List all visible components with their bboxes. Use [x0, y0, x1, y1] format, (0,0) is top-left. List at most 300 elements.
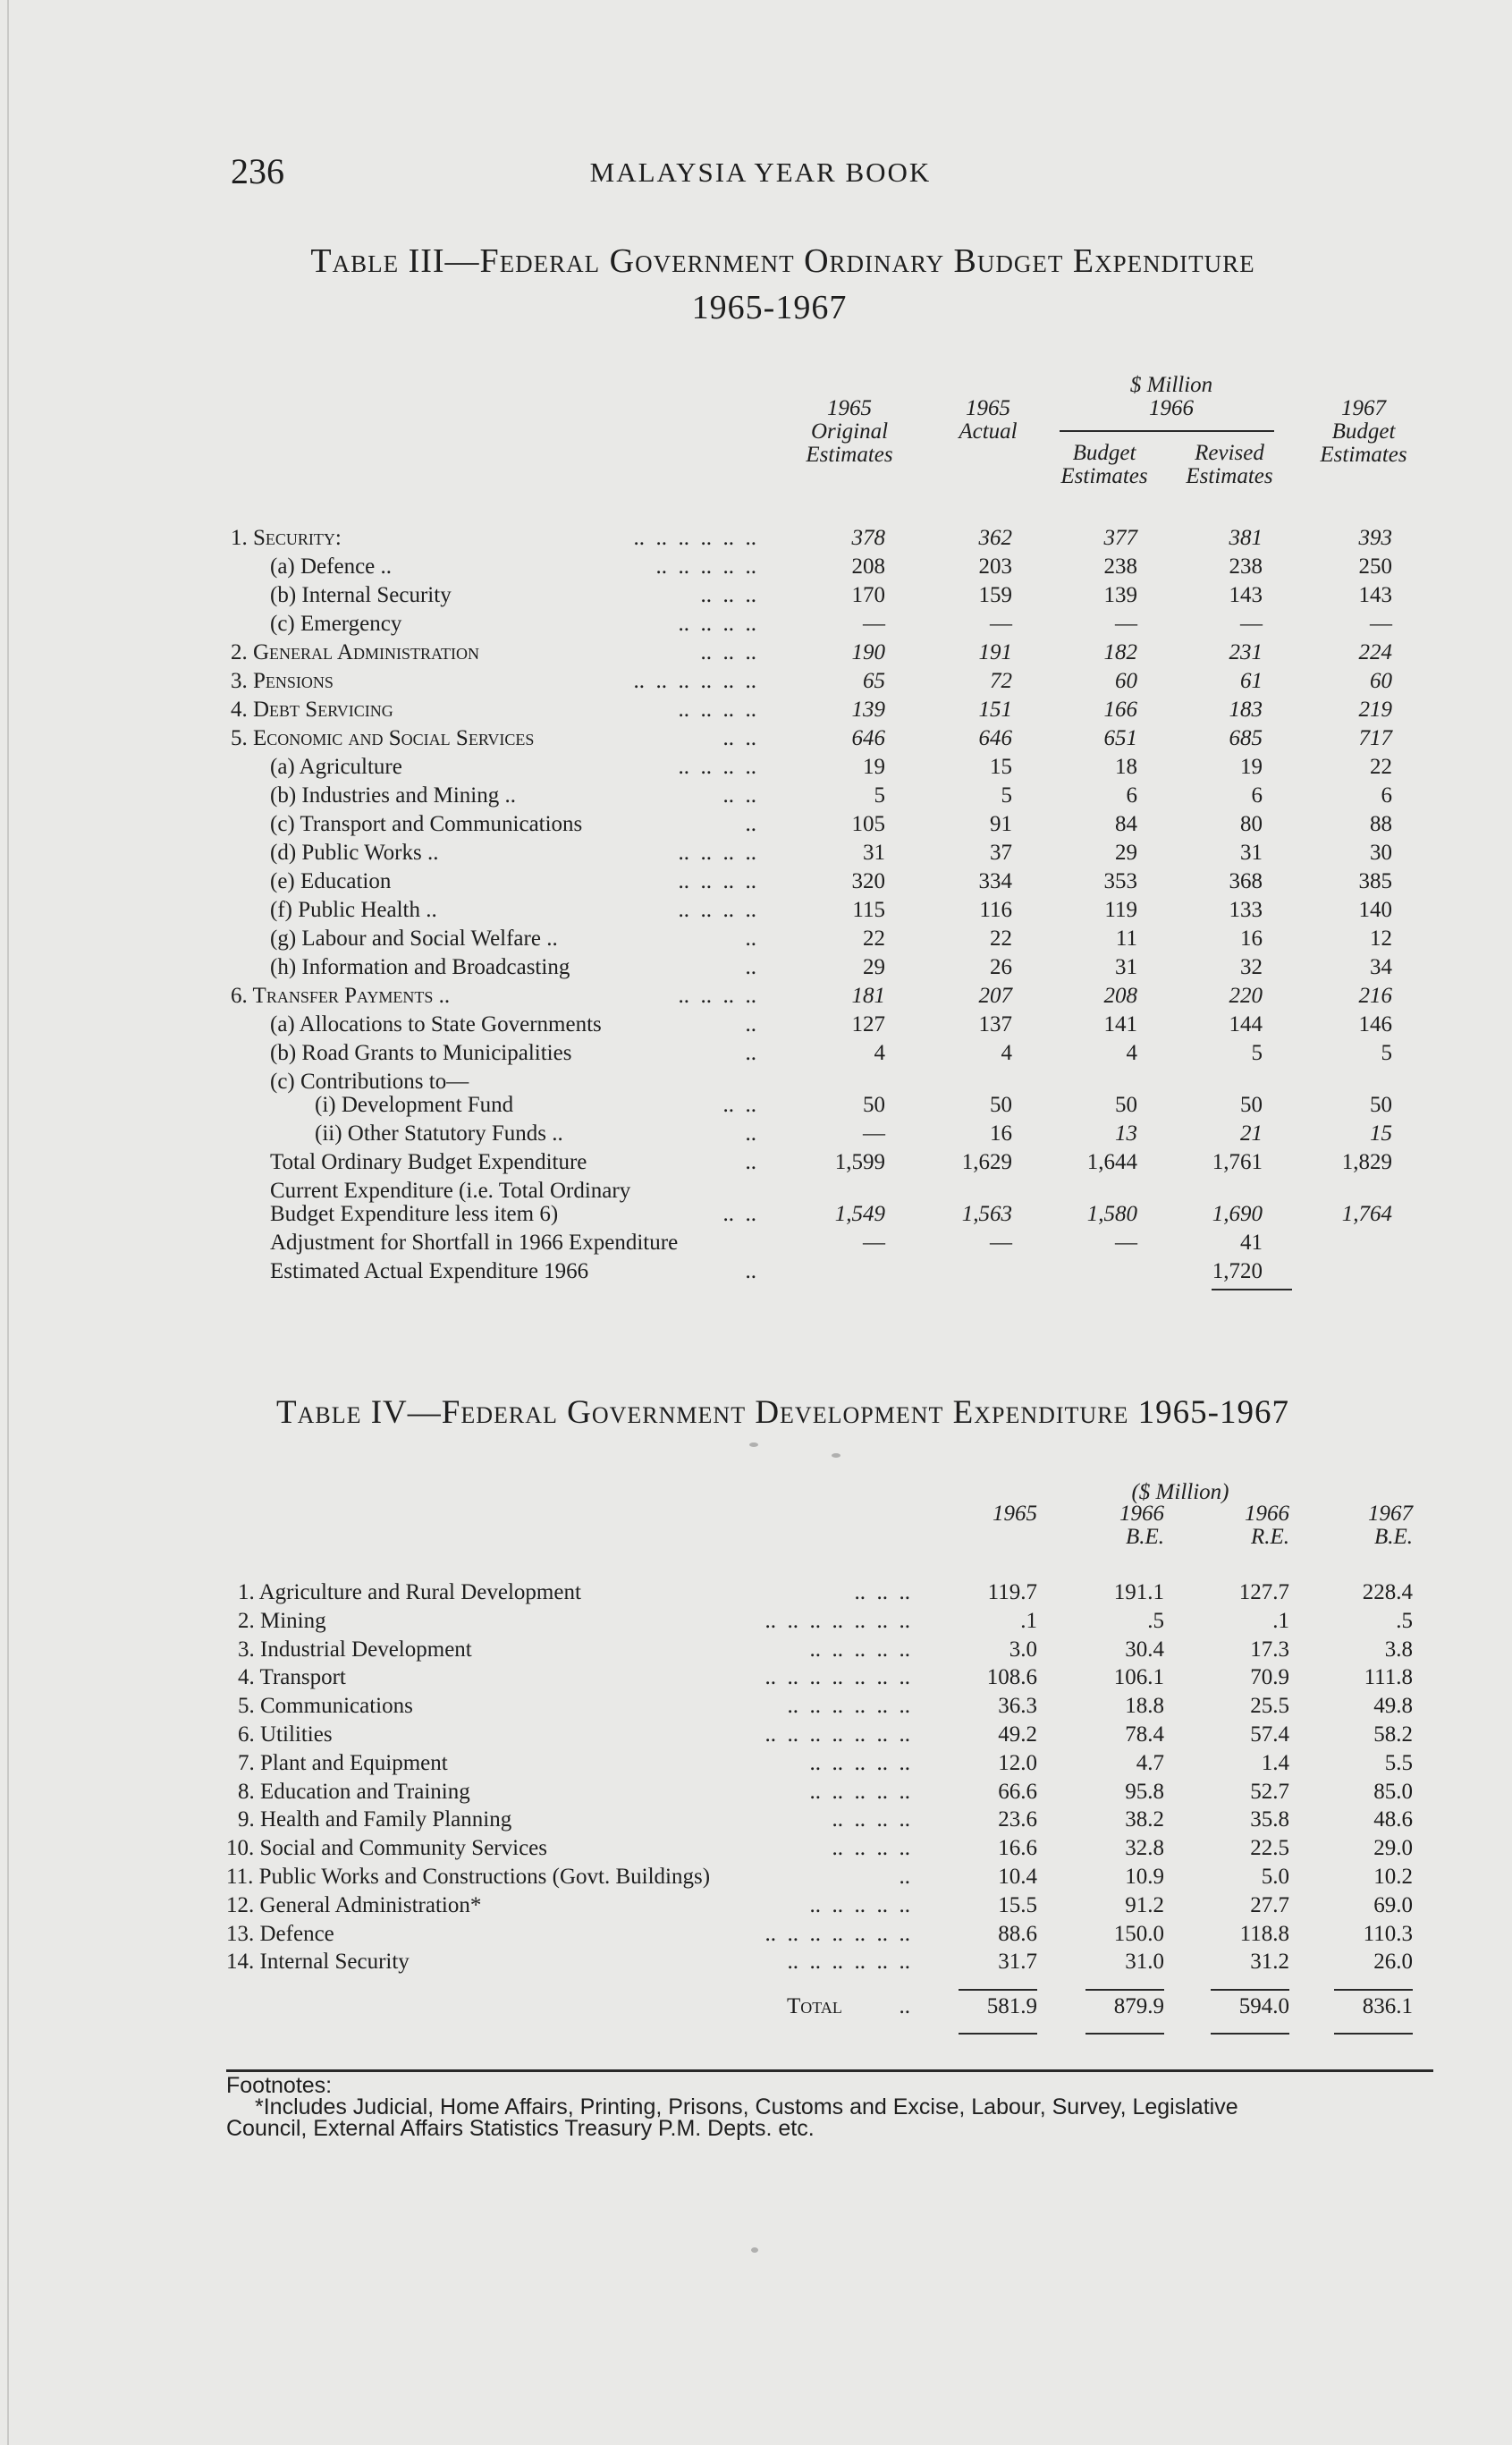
total-rule-top	[1085, 1989, 1164, 1991]
page-number: 236	[231, 151, 284, 191]
cell-value: 115	[852, 898, 885, 922]
cell-value: 10.2	[1373, 1865, 1413, 1889]
cell-value: 50	[1240, 1093, 1263, 1117]
cell-value: 203	[978, 554, 1012, 579]
total-rule-top	[959, 1989, 1037, 1991]
cell-value: 685	[1229, 726, 1263, 750]
leader-dots: .. .. .. ..	[678, 698, 756, 722]
cell-value: —	[863, 1121, 885, 1146]
cell-value: 13	[1115, 1121, 1137, 1146]
leader-dots: .. .. .. ..	[678, 612, 756, 636]
cell-value: 66.6	[998, 1780, 1037, 1804]
cell-value: 182	[1103, 640, 1137, 664]
footnotes-heading: Footnotes:	[226, 2073, 333, 2098]
col-head-line: 1966	[1119, 1502, 1164, 1526]
col-1965-actual	[930, 397, 1046, 444]
row-label: 9. Health and Family Planning	[238, 1807, 512, 1832]
cell-value: 31	[863, 841, 885, 865]
cell-value: 32	[1240, 955, 1263, 979]
cell-value: 41	[1240, 1231, 1263, 1255]
cell-value: 5	[874, 783, 885, 808]
cell-value: .5	[1147, 1609, 1164, 1633]
leader-dots: .. ..	[722, 726, 756, 750]
cell-value: 12	[1370, 926, 1392, 951]
row-label: (a) Allocations to State Governments	[270, 1012, 602, 1036]
cell-value: 144	[1229, 1012, 1263, 1036]
row-label: (b) Industries and Mining ..	[270, 783, 516, 808]
cell-value: 72	[990, 669, 1012, 693]
cell-value: 31	[1115, 955, 1137, 979]
cell-value: 137	[978, 1012, 1012, 1036]
cell-value: 353	[1103, 869, 1137, 893]
col-1967-budget	[1301, 397, 1426, 467]
cell-value: 1,549	[834, 1202, 885, 1226]
print-smudge	[751, 2247, 758, 2253]
column-header	[1200, 1502, 1289, 1549]
cell-value: 57.4	[1250, 1722, 1289, 1747]
cell-value: 378	[851, 526, 885, 550]
running-head: MALAYSIA YEAR BOOK	[589, 157, 932, 188]
table3-group-year: 1966	[1149, 396, 1194, 420]
cell-value: 4	[874, 1041, 885, 1065]
cell-value: —	[1240, 612, 1263, 636]
cell-value: 5.5	[1384, 1751, 1413, 1775]
cell-value: 1,720	[1212, 1259, 1263, 1283]
leader-dots: .. .. .. .. .. ..	[633, 526, 756, 550]
total-value: 594.0	[1238, 1994, 1289, 2018]
row-label: 7. Plant and Equipment	[238, 1751, 448, 1775]
row-label: 14. Internal Security	[226, 1950, 410, 1974]
leader-dots: .. .. .. .. .. .. ..	[764, 1609, 910, 1633]
cell-value: 6	[1126, 783, 1137, 808]
cell-value: 91.2	[1125, 1893, 1164, 1917]
col-head-line: 1965	[993, 1502, 1037, 1526]
table4-unit: ($ Million)	[1131, 1480, 1229, 1504]
leader-dots: .. .. .. ..	[832, 1836, 910, 1860]
cell-value: 30	[1370, 841, 1392, 865]
leader-dots: ..	[745, 955, 756, 979]
cell-value: 208	[851, 554, 885, 579]
cell-value: .1	[1272, 1609, 1289, 1633]
cell-value: 208	[1103, 984, 1137, 1008]
total-rule-bottom	[959, 2033, 1037, 2035]
total-rule-bottom	[1211, 2033, 1289, 2035]
cell-value: 15	[990, 755, 1012, 779]
cell-value: 26.0	[1373, 1950, 1413, 1974]
table3-unit: $ Million	[1129, 373, 1213, 397]
row-label: 3. Pensions	[231, 669, 334, 693]
cell-value: 22	[990, 926, 1012, 951]
row-label: (c) Emergency	[270, 612, 402, 636]
cell-value: 4	[1126, 1041, 1137, 1065]
leader-dots: .. .. .. .. .. .. ..	[764, 1922, 910, 1946]
cell-value: 29	[863, 955, 885, 979]
leader-dots: ..	[899, 1994, 910, 2018]
cell-value: 111.8	[1364, 1665, 1413, 1689]
leader-dots: .. .. .. .. .. ..	[787, 1694, 910, 1718]
row-label: Estimated Actual Expenditure 1966	[270, 1259, 589, 1283]
cell-value: 70.9	[1250, 1665, 1289, 1689]
row-label: 12. General Administration*	[226, 1893, 482, 1917]
cell-value: 651	[1103, 726, 1137, 750]
leader-dots: ..	[745, 812, 756, 836]
cell-value: 15.5	[998, 1893, 1037, 1917]
print-smudge	[832, 1453, 840, 1458]
row-label: 8. Education and Training	[238, 1780, 470, 1804]
cell-value: —	[1115, 612, 1137, 636]
cell-value: 91	[990, 812, 1012, 836]
leader-dots: .. .. .. ..	[678, 898, 756, 922]
col-head-line: Budget	[1331, 419, 1396, 444]
row-label: (b) Internal Security	[270, 583, 452, 607]
col-head-line: Estimates	[806, 443, 893, 467]
cell-value: 334	[978, 869, 1012, 893]
cell-value: 1,580	[1086, 1202, 1137, 1226]
cell-value: 12.0	[998, 1751, 1037, 1775]
leader-dots: ..	[745, 1150, 756, 1174]
cell-value: 27.7	[1250, 1893, 1289, 1917]
row-label: (c) Transport and Communications	[270, 812, 583, 836]
cell-value: 32.8	[1125, 1836, 1164, 1860]
cell-value: 151	[978, 698, 1012, 722]
cell-value: 18	[1115, 755, 1137, 779]
cell-value: 127.7	[1238, 1580, 1289, 1604]
cell-value: —	[863, 1231, 885, 1255]
cell-value: 60	[1370, 669, 1392, 693]
cell-value: 191	[978, 640, 1012, 664]
table3-subtitle: 1965-1967	[691, 289, 848, 326]
cell-value: 50	[1370, 1093, 1392, 1117]
cell-value: 320	[851, 869, 885, 893]
cell-value: 646	[978, 726, 1012, 750]
cell-value: 143	[1229, 583, 1263, 607]
cell-value: 6	[1381, 783, 1392, 808]
leader-dots: .. ..	[722, 1093, 756, 1117]
cell-value: 60	[1115, 669, 1137, 693]
leader-dots: .. ..	[722, 783, 756, 808]
leader-dots: .. .. .. ..	[678, 984, 756, 1008]
cell-value: 61	[1240, 669, 1263, 693]
footnote-rule	[226, 2069, 1433, 2072]
cell-value: 31.2	[1250, 1950, 1289, 1974]
cell-value: 381	[1229, 526, 1263, 550]
row-label: 5. Communications	[238, 1694, 413, 1718]
leader-dots: .. .. .. ..	[832, 1807, 910, 1832]
cell-value: 5	[1001, 783, 1012, 808]
cell-value: 6	[1251, 783, 1263, 808]
cell-value: 116	[979, 898, 1012, 922]
cell-value: 220	[1229, 984, 1263, 1008]
cell-value: 393	[1358, 526, 1392, 550]
cell-value: 50	[863, 1093, 885, 1117]
footnote-line-1: *Includes Judicial, Home Affairs, Printing, Prisons, Customs and Excise, Labour, Survey, Legislative	[255, 2094, 1238, 2119]
cell-value: 108.6	[986, 1665, 1037, 1689]
row-label: (c) Contributions to—	[270, 1070, 469, 1094]
leader-dots: .. .. .. .. .. ..	[787, 1950, 910, 1974]
cell-value: 106.1	[1113, 1665, 1164, 1689]
cell-value: 31	[1240, 841, 1263, 865]
total-value: 581.9	[986, 1994, 1037, 2018]
cell-value: 159	[978, 583, 1012, 607]
cell-value: 170	[851, 583, 885, 607]
footnote-line-2: Council, External Affairs Statistics Treasury P.M. Depts. etc.	[226, 2116, 815, 2141]
cell-value: —	[863, 612, 885, 636]
cell-value: 207	[978, 984, 1012, 1008]
cell-value: 38.2	[1125, 1807, 1164, 1832]
cell-value: 231	[1229, 640, 1263, 664]
leader-dots: .. ..	[722, 1202, 756, 1226]
total-rule-top	[1211, 1989, 1289, 1991]
column-header	[948, 1502, 1037, 1526]
col-head-line: Estimates	[1060, 464, 1148, 488]
cell-value: 4.7	[1136, 1751, 1164, 1775]
cell-value: 10.4	[998, 1865, 1037, 1889]
cell-value: 1,599	[834, 1150, 885, 1174]
cell-value: 18.8	[1125, 1694, 1164, 1718]
cell-value: 228.4	[1362, 1580, 1413, 1604]
cell-value: 50	[1115, 1093, 1137, 1117]
cell-value: 1,563	[961, 1202, 1012, 1226]
cell-value: 238	[1229, 554, 1263, 579]
total-label: Total	[787, 1994, 842, 2018]
row-label: 4. Debt Servicing	[231, 698, 393, 722]
cell-value: .1	[1020, 1609, 1037, 1633]
cell-value: 19	[863, 755, 885, 779]
leader-dots: .. .. .. .. ..	[809, 1780, 910, 1804]
col-head-line: 1967	[1368, 1502, 1413, 1526]
cell-value: 35.8	[1250, 1807, 1289, 1832]
table3-title: Table III—Federal Government Ordinary Budget Expenditure	[310, 242, 1255, 280]
cell-value: 16	[990, 1121, 1012, 1146]
row-label: 6. Transfer Payments ..	[231, 984, 451, 1008]
cell-value: 69.0	[1373, 1893, 1413, 1917]
cell-value: 10.9	[1125, 1865, 1164, 1889]
cell-value: 224	[1358, 640, 1392, 664]
cell-value: 362	[978, 526, 1012, 550]
cell-value: —	[1115, 1231, 1137, 1255]
leader-dots: .. .. ..	[700, 640, 756, 664]
row-label: 1. Security:	[231, 526, 342, 550]
row-label: Adjustment for Shortfall in 1966 Expenditure	[270, 1231, 679, 1255]
cell-value: —	[990, 1231, 1012, 1255]
leader-dots: .. .. .. .. .. .. ..	[764, 1722, 910, 1747]
cell-value: 385	[1358, 869, 1392, 893]
row-label: 5. Economic and Social Services	[231, 726, 535, 750]
row-label: (i) Development Fund	[315, 1093, 514, 1117]
leader-dots: .. .. .. ..	[678, 755, 756, 779]
row-label: 4. Transport	[238, 1665, 346, 1689]
cell-value: 183	[1229, 698, 1263, 722]
row-label: Current Expenditure (i.e. Total Ordinary	[270, 1179, 631, 1203]
cell-value: 88.6	[998, 1922, 1037, 1946]
total-rule-top	[1334, 1989, 1413, 1991]
cell-value: 34	[1370, 955, 1392, 979]
cell-value: 110.3	[1363, 1922, 1413, 1946]
row-label: 1. Agriculture and Rural Development	[238, 1580, 581, 1604]
cell-value: 25.5	[1250, 1694, 1289, 1718]
leader-dots: .. .. .. .. ..	[655, 554, 756, 579]
total-value: 836.1	[1362, 1994, 1413, 2018]
cell-value: 52.7	[1250, 1780, 1289, 1804]
leader-dots: .. .. .. .. .. ..	[633, 669, 756, 693]
cell-value: 21	[1240, 1121, 1263, 1146]
row-label: 6. Utilities	[238, 1722, 333, 1747]
cell-value: 140	[1358, 898, 1392, 922]
cell-value: 1,629	[961, 1150, 1012, 1174]
cell-value: 119	[1104, 898, 1137, 922]
col-head-line: Estimates	[1320, 443, 1407, 467]
cell-value: 250	[1358, 554, 1392, 579]
row-label: (a) Defence ..	[270, 554, 393, 579]
leader-dots: .. .. .. .. ..	[809, 1637, 910, 1662]
row-label: 11. Public Works and Constructions (Govt. Buildings)	[226, 1865, 711, 1889]
column-header	[1323, 1502, 1413, 1549]
cell-value: 22	[863, 926, 885, 951]
leader-dots: ..	[745, 1041, 756, 1065]
cell-value: 105	[851, 812, 885, 836]
cell-value: 95.8	[1125, 1780, 1164, 1804]
cell-value: 119.7	[987, 1580, 1037, 1604]
leader-dots: .. .. .. .. ..	[809, 1893, 910, 1917]
column-header	[1075, 1502, 1164, 1549]
cell-value: 3.0	[1009, 1637, 1037, 1662]
cell-value: 37	[990, 841, 1012, 865]
leader-dots: ..	[899, 1865, 910, 1889]
cell-value: 29.0	[1373, 1836, 1413, 1860]
cell-value: 238	[1103, 554, 1137, 579]
col-head-line: 1965	[827, 396, 872, 420]
row-label: (h) Information and Broadcasting	[270, 955, 570, 979]
cell-value: 191.1	[1113, 1580, 1164, 1604]
cell-value: 1,690	[1212, 1202, 1263, 1226]
leader-dots: ..	[745, 1121, 756, 1146]
col-1965-original	[787, 397, 912, 467]
cell-value: 65	[863, 669, 885, 693]
row-label: 2. Mining	[238, 1609, 326, 1633]
cell-value: 1,644	[1086, 1150, 1137, 1174]
cell-value: 646	[851, 726, 885, 750]
row-label: Total Ordinary Budget Expenditure	[270, 1150, 587, 1174]
table3-total-rule	[1212, 1289, 1292, 1290]
col-1966-revised	[1171, 442, 1288, 488]
leader-dots: .. .. ..	[854, 1580, 910, 1604]
col-1966-budget	[1046, 442, 1162, 488]
col-head-line: R.E.	[1250, 1525, 1289, 1549]
cell-value: 1.4	[1261, 1751, 1289, 1775]
row-label: 10. Social and Community Services	[226, 1836, 547, 1860]
cell-value: 58.2	[1373, 1722, 1413, 1747]
cell-value: 22	[1370, 755, 1392, 779]
cell-value: 16.6	[998, 1836, 1037, 1860]
row-label: (e) Education	[270, 869, 392, 893]
cell-value: 88	[1370, 812, 1392, 836]
total-rule-bottom	[1334, 2033, 1413, 2035]
cell-value: 139	[1103, 583, 1137, 607]
cell-value: 3.8	[1384, 1637, 1413, 1662]
cell-value: 219	[1358, 698, 1392, 722]
cell-value: 133	[1229, 898, 1263, 922]
cell-value: 1,761	[1212, 1150, 1263, 1174]
col-head-line: 1967	[1341, 396, 1386, 420]
row-label: (g) Labour and Social Welfare ..	[270, 926, 558, 951]
cell-value: 23.6	[998, 1807, 1037, 1832]
total-rule-bottom	[1085, 2033, 1164, 2035]
leader-dots: ..	[745, 926, 756, 951]
cell-value: 16	[1240, 926, 1263, 951]
row-label: 13. Defence	[226, 1922, 334, 1946]
cell-value: 4	[1001, 1041, 1012, 1065]
cell-value: 143	[1358, 583, 1392, 607]
cell-value: 146	[1358, 1012, 1392, 1036]
cell-value: 48.6	[1373, 1807, 1413, 1832]
cell-value: 78.4	[1125, 1722, 1164, 1747]
cell-value: 49.8	[1373, 1694, 1413, 1718]
cell-value: 141	[1103, 1012, 1137, 1036]
total-value: 879.9	[1113, 1994, 1164, 2018]
cell-value: 216	[1358, 984, 1392, 1008]
cell-value: 22.5	[1250, 1836, 1289, 1860]
cell-value: 50	[990, 1093, 1012, 1117]
cell-value: 26	[990, 955, 1012, 979]
row-label: (a) Agriculture	[270, 755, 402, 779]
table3-group-rule	[1060, 430, 1274, 432]
cell-value: 15	[1370, 1121, 1392, 1146]
cell-value: 31.7	[998, 1950, 1037, 1974]
cell-value: 84	[1115, 812, 1137, 836]
leader-dots: ..	[745, 1012, 756, 1036]
cell-value: 118.8	[1239, 1922, 1289, 1946]
row-label: 2. General Administration	[231, 640, 479, 664]
row-label: (ii) Other Statutory Funds ..	[315, 1121, 563, 1146]
print-smudge	[749, 1442, 758, 1447]
cell-value: 11	[1115, 926, 1137, 951]
col-head-line: Original	[810, 419, 889, 444]
cell-value: 31.0	[1125, 1950, 1164, 1974]
cell-value: 127	[851, 1012, 885, 1036]
cell-value: —	[990, 612, 1012, 636]
cell-value: 166	[1103, 698, 1137, 722]
col-head-line: Budget	[1072, 441, 1136, 465]
col-head-line: B.E.	[1373, 1525, 1413, 1549]
page-edge	[7, 0, 9, 2445]
cell-value: —	[1370, 612, 1392, 636]
row-label: (d) Public Works ..	[270, 841, 439, 865]
cell-value: 30.4	[1125, 1637, 1164, 1662]
row-label: (b) Road Grants to Municipalities	[270, 1041, 572, 1065]
cell-value: 5	[1251, 1041, 1263, 1065]
cell-value: 17.3	[1250, 1637, 1289, 1662]
cell-value: 377	[1103, 526, 1137, 550]
row-label: 3. Industrial Development	[238, 1637, 472, 1662]
leader-dots: .. .. ..	[700, 583, 756, 607]
leader-dots: .. .. .. .. ..	[809, 1751, 910, 1775]
cell-value: 19	[1240, 755, 1263, 779]
table4-title: Table IV—Federal Government Development Expenditure 1965-1967	[276, 1394, 1289, 1431]
col-head-line: 1965	[966, 396, 1010, 420]
cell-value: 29	[1115, 841, 1137, 865]
leader-dots: ..	[745, 1259, 756, 1283]
cell-value: 1,764	[1341, 1202, 1392, 1226]
cell-value: 85.0	[1373, 1780, 1413, 1804]
cell-value: 49.2	[998, 1722, 1037, 1747]
cell-value: 80	[1240, 812, 1263, 836]
cell-value: 1,829	[1341, 1150, 1392, 1174]
leader-dots: .. .. .. ..	[678, 841, 756, 865]
cell-value: 150.0	[1113, 1922, 1164, 1946]
leader-dots: .. .. .. ..	[678, 869, 756, 893]
cell-value: .5	[1396, 1609, 1413, 1633]
row-label: Budget Expenditure less item 6)	[270, 1202, 559, 1226]
